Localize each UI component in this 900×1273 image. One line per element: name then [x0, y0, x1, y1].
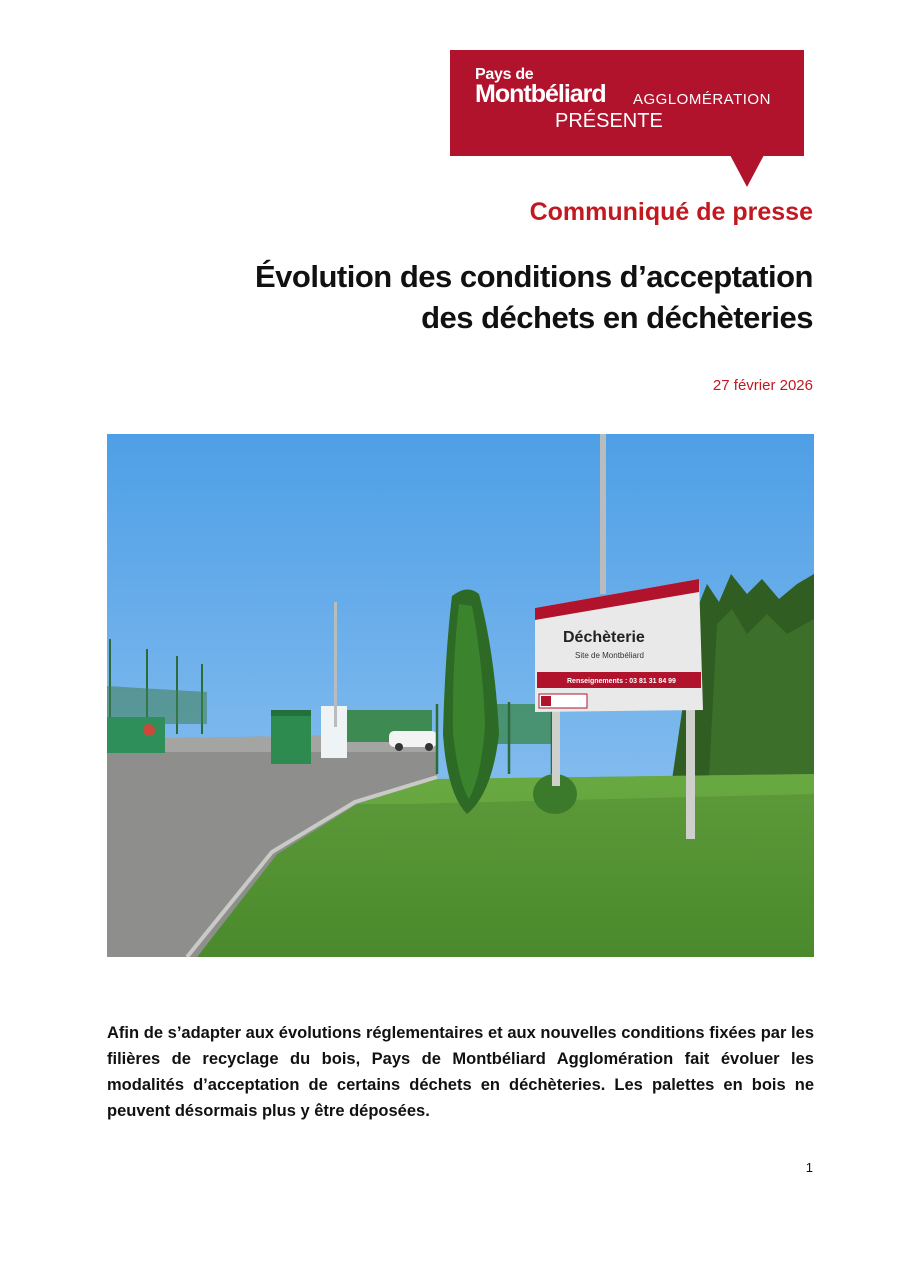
logo-line-pays-de: Pays de — [475, 66, 534, 83]
sign-phone-text: Renseignements : 03 81 31 84 99 — [567, 678, 676, 685]
document-type-heading: Communiqué de presse — [529, 198, 813, 226]
waste-center-photo — [107, 434, 814, 957]
logo-line-montbeliard: Montbéliard — [475, 80, 606, 108]
sign-title-text: Déchèterie — [563, 629, 645, 646]
title-line-1: Évolution des conditions d’acceptation — [255, 259, 813, 294]
sign-subtitle-text: Site de Montbéliard — [575, 651, 644, 660]
title-line-2: des déchets en déchèteries — [421, 300, 813, 335]
logo-line-presente: PRÉSENTE — [555, 110, 663, 132]
logo-pointer-triangle — [730, 155, 764, 187]
publication-date: 27 février 2026 — [712, 377, 813, 394]
page-title — [255, 256, 813, 338]
organization-logo — [450, 50, 804, 156]
logo-line-agglomeration: AGGLOMÉRATION — [633, 91, 771, 108]
intro-paragraph: Afin de s’adapter aux évolutions réglementaires et aux nouvelles conditions fixées par les filières de recyclage du bois, Pays de Montbéliard Agglomération fait évoluer les modalités d’acceptation de certains déchets en déchèteries. Les palettes en bois ne peuvent désormais plus y être déposées. — [107, 1024, 814, 1120]
page-number: 1 — [805, 1160, 813, 1175]
